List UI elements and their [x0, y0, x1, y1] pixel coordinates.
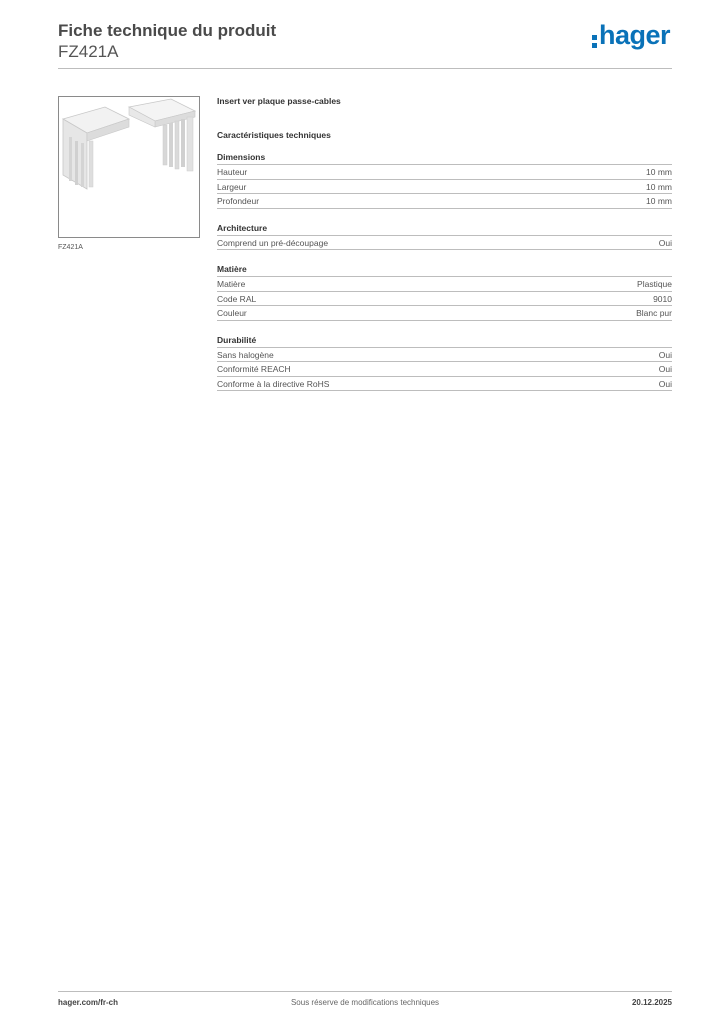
spec-label: Profondeur [217, 196, 260, 206]
section-durability [217, 334, 672, 392]
spec-row [217, 348, 672, 363]
spec-label: Comprend un pré-découpage [217, 237, 329, 248]
footer-website-link[interactable]: hager.com/fr-ch [58, 998, 119, 1007]
spec-row [217, 180, 672, 195]
spec-value: Oui [658, 237, 672, 248]
page-header [58, 20, 672, 62]
spec-label: Conformité REACH [217, 364, 291, 374]
specifications [217, 95, 672, 404]
product-name: Insert ver plaque passe-cables [217, 96, 341, 106]
spec-label: Matière [217, 279, 246, 289]
spec-label: Couleur [217, 308, 247, 318]
section-architecture [217, 222, 672, 251]
product-illustration-icon [59, 97, 199, 237]
section-title: Architecture [217, 222, 672, 236]
spec-value: 10 mm [646, 196, 672, 206]
page-footer [58, 998, 672, 1010]
footer-date: 20.12.2025 [631, 998, 672, 1007]
spec-value: Oui [658, 349, 672, 360]
header-divider [58, 68, 672, 69]
section-title: Matière [217, 263, 672, 277]
footer-disclaimer: Sous réserve de modifications techniques [290, 998, 440, 1007]
product-reference: FZ421A [58, 42, 119, 61]
section-title: Dimensions [217, 151, 672, 165]
spec-value: 9010 [653, 293, 672, 304]
spec-value: 10 mm [646, 167, 672, 177]
logo-dots-icon [592, 35, 597, 40]
logo-text: hager [598, 20, 670, 50]
tech-heading: Caractéristiques techniques [217, 130, 331, 140]
section-dimensions [217, 151, 672, 209]
spec-row [217, 236, 672, 251]
spec-value: Plastique [637, 279, 672, 289]
spec-row [217, 292, 672, 307]
spec-label: Hauteur [217, 167, 248, 177]
spec-label: Code RAL [217, 293, 257, 304]
spec-label: Conforme à la directive RoHS [217, 378, 330, 389]
spec-label: Sans halogène [217, 349, 274, 360]
spec-row [217, 277, 672, 292]
spec-value: Blanc pur [636, 308, 672, 318]
page-title: Fiche technique du produit [58, 21, 277, 40]
spec-value: Oui [658, 364, 672, 374]
image-caption: FZ421A [58, 244, 83, 251]
section-title: Durabilité [217, 334, 672, 348]
spec-value: 10 mm [646, 181, 672, 192]
spec-row [217, 362, 672, 377]
spec-value: Oui [658, 378, 672, 389]
spec-label: Largeur [217, 181, 247, 192]
spec-row [217, 306, 672, 321]
spec-row [217, 194, 672, 209]
spec-row [217, 165, 672, 180]
product-image [58, 96, 200, 238]
hager-logo[interactable] [592, 21, 670, 49]
section-material [217, 263, 672, 321]
spec-row [217, 377, 672, 392]
footer-divider [58, 991, 672, 992]
